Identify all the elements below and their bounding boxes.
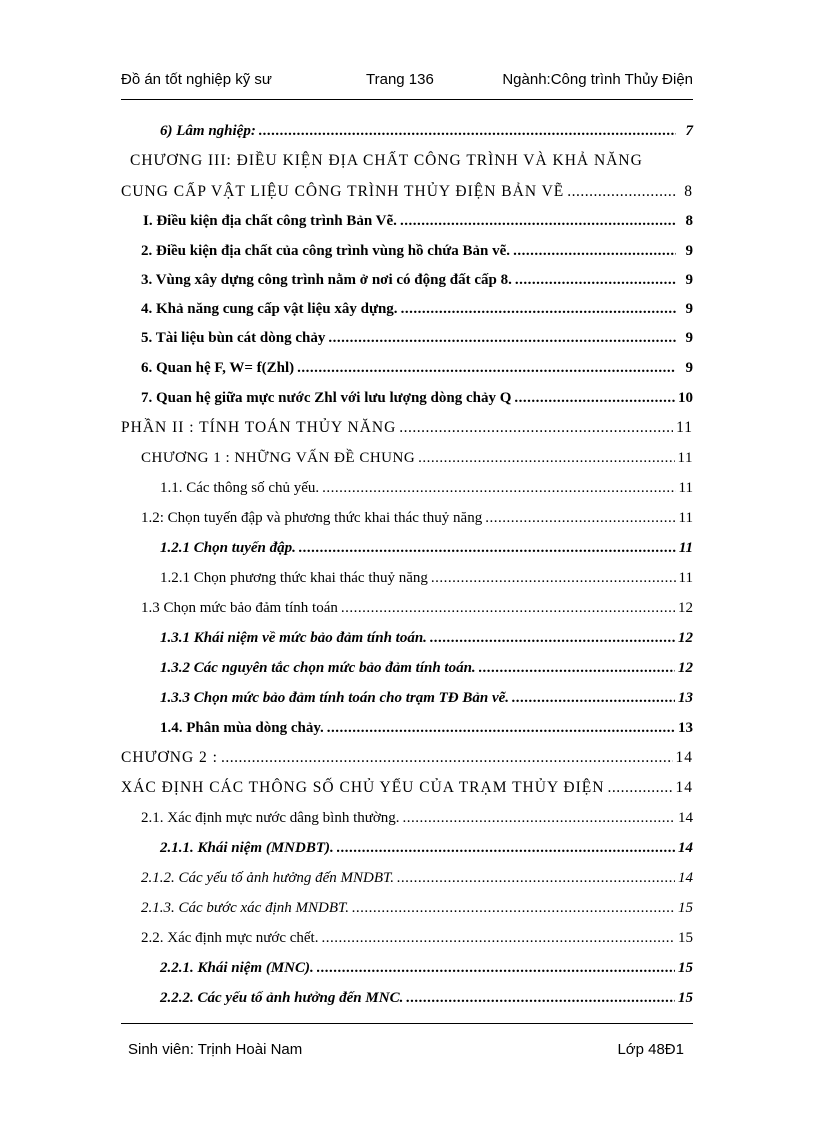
- toc-leader-dots: [514, 386, 675, 410]
- toc-entry-label: 1.3.3 Chọn mức bảo đảm tính toán cho trạm TĐ Bản vẽ.: [160, 690, 510, 706]
- toc-leader-dots: [401, 297, 676, 321]
- toc-entry-label: 2. Điều kiện địa chất của công trình vùng hồ chứa Bản vẽ.: [141, 243, 511, 259]
- footer-student-name: Sinh viên: Trịnh Hoài Nam: [128, 1041, 303, 1058]
- toc-entry-label: 2.1. Xác định mực nước dâng bình thường.: [141, 810, 400, 826]
- header-page-number: Trang 136: [366, 71, 434, 88]
- toc-entry-page: 8: [685, 213, 693, 229]
- toc-entry[interactable]: [160, 686, 693, 710]
- toc-entry[interactable]: [160, 536, 693, 560]
- toc-leader-dots: [259, 119, 676, 143]
- toc-entry[interactable]: [160, 566, 693, 590]
- toc-leader-dots: [512, 686, 675, 710]
- toc-entry-label: 2.2.1. Khái niệm (MNC).: [160, 960, 314, 976]
- toc-entry-page: 11: [678, 540, 693, 556]
- toc-entry-page: 11: [678, 570, 693, 586]
- toc-leader-dots: [297, 356, 676, 380]
- toc-entry-label: 6. Quan hệ F, W= f(Zhl): [141, 360, 295, 376]
- toc-entry-label: CHƯƠNG 2 :: [121, 749, 218, 766]
- toc-entry-page: 9: [685, 360, 693, 376]
- toc-leader-dots: [607, 776, 672, 800]
- toc-entry[interactable]: [141, 896, 693, 920]
- toc-entry-page: 13: [678, 720, 693, 736]
- toc-entry-page: 15: [678, 900, 693, 916]
- toc-entry-label: PHẦN II : TÍNH TOÁN THỦY NĂNG: [121, 419, 397, 436]
- toc-entry-label: 2.1.3. Các bước xác định MNDBT.: [141, 900, 349, 916]
- toc-entry[interactable]: [141, 596, 693, 620]
- toc-entry[interactable]: [141, 866, 693, 890]
- toc-entry-label: 7. Quan hệ giữa mực nước Zhl với lưu lượng dòng chảy Q: [141, 390, 512, 406]
- toc-entry-label: 2.1.2. Các yếu tố ảnh hưởng đến MNDBT.: [141, 870, 394, 886]
- toc-entry-label: 2.2.2. Các yếu tố ảnh hưởng đến MNC.: [160, 990, 404, 1006]
- toc-leader-dots: [400, 209, 676, 233]
- toc-entry-label: 6) Lâm nghiệp:: [160, 123, 256, 139]
- toc-leader-dots: [431, 566, 676, 590]
- toc-entry-label: 1.1. Các thông số chủ yếu.: [160, 480, 320, 496]
- toc-entry[interactable]: [141, 268, 693, 292]
- toc-entry-page: 12: [678, 630, 693, 646]
- toc-entry-page: 7: [685, 123, 693, 139]
- toc-entry[interactable]: [141, 297, 693, 321]
- toc-entry-page: 14: [678, 870, 693, 886]
- toc-leader-dots: [406, 986, 675, 1010]
- header-rule: [121, 99, 693, 100]
- toc-entry-label: 5. Tài liệu bùn cát dòng chảy: [141, 330, 326, 346]
- toc-entry-page: 14: [675, 779, 693, 796]
- toc-entry-page: 9: [685, 330, 693, 346]
- toc-entry-page: 9: [685, 301, 693, 317]
- toc-entry-label: 1.4. Phân mùa dòng chảy.: [160, 720, 324, 736]
- toc-entry-label: 1.3.2 Các nguyên tắc chọn mức bảo đảm tính toán.: [160, 660, 476, 676]
- toc-leader-dots: [341, 596, 675, 620]
- toc-entry-label: 3. Vùng xây dựng công trình nằm ở nơi có động đất cấp 8.: [141, 272, 512, 288]
- toc-entry[interactable]: [160, 986, 693, 1010]
- page-header: [121, 71, 693, 93]
- toc-leader-dots: [221, 746, 673, 770]
- toc-entry-page: 11: [677, 450, 693, 466]
- toc-chapter3-heading-line1[interactable]: CHƯƠNG III: ĐIỀU KIỆN ĐỊA CHẤT CÔNG TRÌNH VÀ KHẢ NĂNG: [130, 152, 643, 169]
- toc-entry-label: 1.2: Chọn tuyến đập và phương thức khai thác thuỷ năng: [141, 510, 483, 526]
- toc-entry[interactable]: [121, 416, 693, 440]
- toc-entry-label: CUNG CẤP VẬT LIỆU CÔNG TRÌNH THỦY ĐIỆN BẢN VẼ: [121, 183, 565, 200]
- toc-entry-label: 2.2. Xác định mực nước chết.: [141, 930, 319, 946]
- toc-entry-label: 2.1.1. Khái niệm (MNDBT).: [160, 840, 334, 856]
- toc-entry-label: 1.2.1 Chọn phương thức khai thác thuỷ năng: [160, 570, 428, 586]
- toc-entry[interactable]: [160, 626, 693, 650]
- toc-leader-dots: [321, 926, 675, 950]
- toc-leader-dots: [352, 896, 675, 920]
- toc-leader-dots: [567, 180, 676, 204]
- toc-entry-page: 8: [684, 183, 693, 200]
- toc-entry[interactable]: [141, 386, 693, 410]
- toc-entry[interactable]: [160, 956, 693, 980]
- toc-entry-label: XÁC ĐỊNH CÁC THÔNG SỐ CHỦ YẾU CỦA TRẠM THỦY ĐIỆN: [121, 779, 605, 796]
- toc-leader-dots: [515, 268, 676, 292]
- toc-entry[interactable]: [121, 746, 693, 770]
- toc-entry[interactable]: [141, 326, 693, 350]
- toc-entry-page: 9: [685, 272, 693, 288]
- toc-entry-page: 15: [678, 990, 693, 1006]
- toc-entry-page: 14: [675, 749, 693, 766]
- toc-entry-label: 4. Khả năng cung cấp vật liệu xây dựng.: [141, 301, 398, 317]
- toc-entry-page: 11: [676, 419, 693, 436]
- toc-entry[interactable]: [160, 836, 693, 860]
- toc-entry[interactable]: [141, 239, 693, 263]
- toc-entry-page: 15: [678, 960, 693, 976]
- toc-entry-page: 11: [678, 510, 693, 526]
- toc-entry[interactable]: [121, 776, 693, 800]
- toc-entry[interactable]: [141, 506, 693, 530]
- toc-entry-page: 9: [685, 243, 693, 259]
- toc-leader-dots: [513, 239, 676, 263]
- toc-leader-dots: [399, 416, 673, 440]
- footer-rule: [121, 1023, 693, 1024]
- toc-entry-page: 15: [678, 930, 693, 946]
- toc-leader-dots: [403, 806, 675, 830]
- toc-entry-page: 10: [678, 390, 693, 406]
- toc-leader-dots: [328, 326, 676, 350]
- toc-leader-dots: [479, 656, 675, 680]
- toc-entry-label: I. Điều kiện địa chất công trình Bản Vẽ.: [143, 213, 397, 229]
- toc-entry-page: 14: [678, 840, 693, 856]
- toc-leader-dots: [397, 866, 675, 890]
- toc-leader-dots: [485, 506, 675, 530]
- toc-entry-label: 1.3 Chọn mức bảo đảm tính toán: [141, 600, 338, 616]
- toc-leader-dots: [322, 476, 675, 500]
- toc-entry-page: 14: [678, 810, 693, 826]
- header-document-type: Đồ án tốt nghiệp kỹ sư: [121, 71, 272, 88]
- toc-entry-label: CHƯƠNG 1 : NHỮNG VẤN ĐỀ CHUNG: [141, 450, 416, 466]
- toc-entry[interactable]: [141, 446, 693, 470]
- toc-entry-page: 12: [678, 660, 693, 676]
- toc-entry[interactable]: [160, 716, 693, 740]
- header-major: Ngành:Công trình Thủy Điện: [502, 71, 693, 88]
- toc-entry-page: 11: [678, 480, 693, 496]
- toc-entry[interactable]: [141, 806, 693, 830]
- toc-entry[interactable]: [121, 180, 693, 204]
- toc-leader-dots: [299, 536, 676, 560]
- toc-leader-dots: [430, 626, 675, 650]
- toc-entry[interactable]: [160, 119, 693, 143]
- toc-leader-dots: [317, 956, 675, 980]
- toc-entry[interactable]: [141, 926, 693, 950]
- page-footer: [128, 1041, 684, 1061]
- toc-leader-dots: [418, 446, 674, 470]
- toc-entry[interactable]: [141, 356, 693, 380]
- toc-entry[interactable]: [160, 476, 693, 500]
- footer-class: Lớp 48Đ1: [617, 1041, 684, 1058]
- toc-entry-label: 1.3.1 Khái niệm về mức bảo đảm tính toán.: [160, 630, 427, 646]
- toc-entry[interactable]: [143, 209, 693, 233]
- toc-entry[interactable]: [160, 656, 693, 680]
- toc-leader-dots: [337, 836, 675, 860]
- toc-leader-dots: [327, 716, 675, 740]
- toc-entry-page: 13: [678, 690, 693, 706]
- toc-entry-page: 12: [678, 600, 693, 616]
- toc-entry-label: 1.2.1 Chọn tuyến đập.: [160, 540, 296, 556]
